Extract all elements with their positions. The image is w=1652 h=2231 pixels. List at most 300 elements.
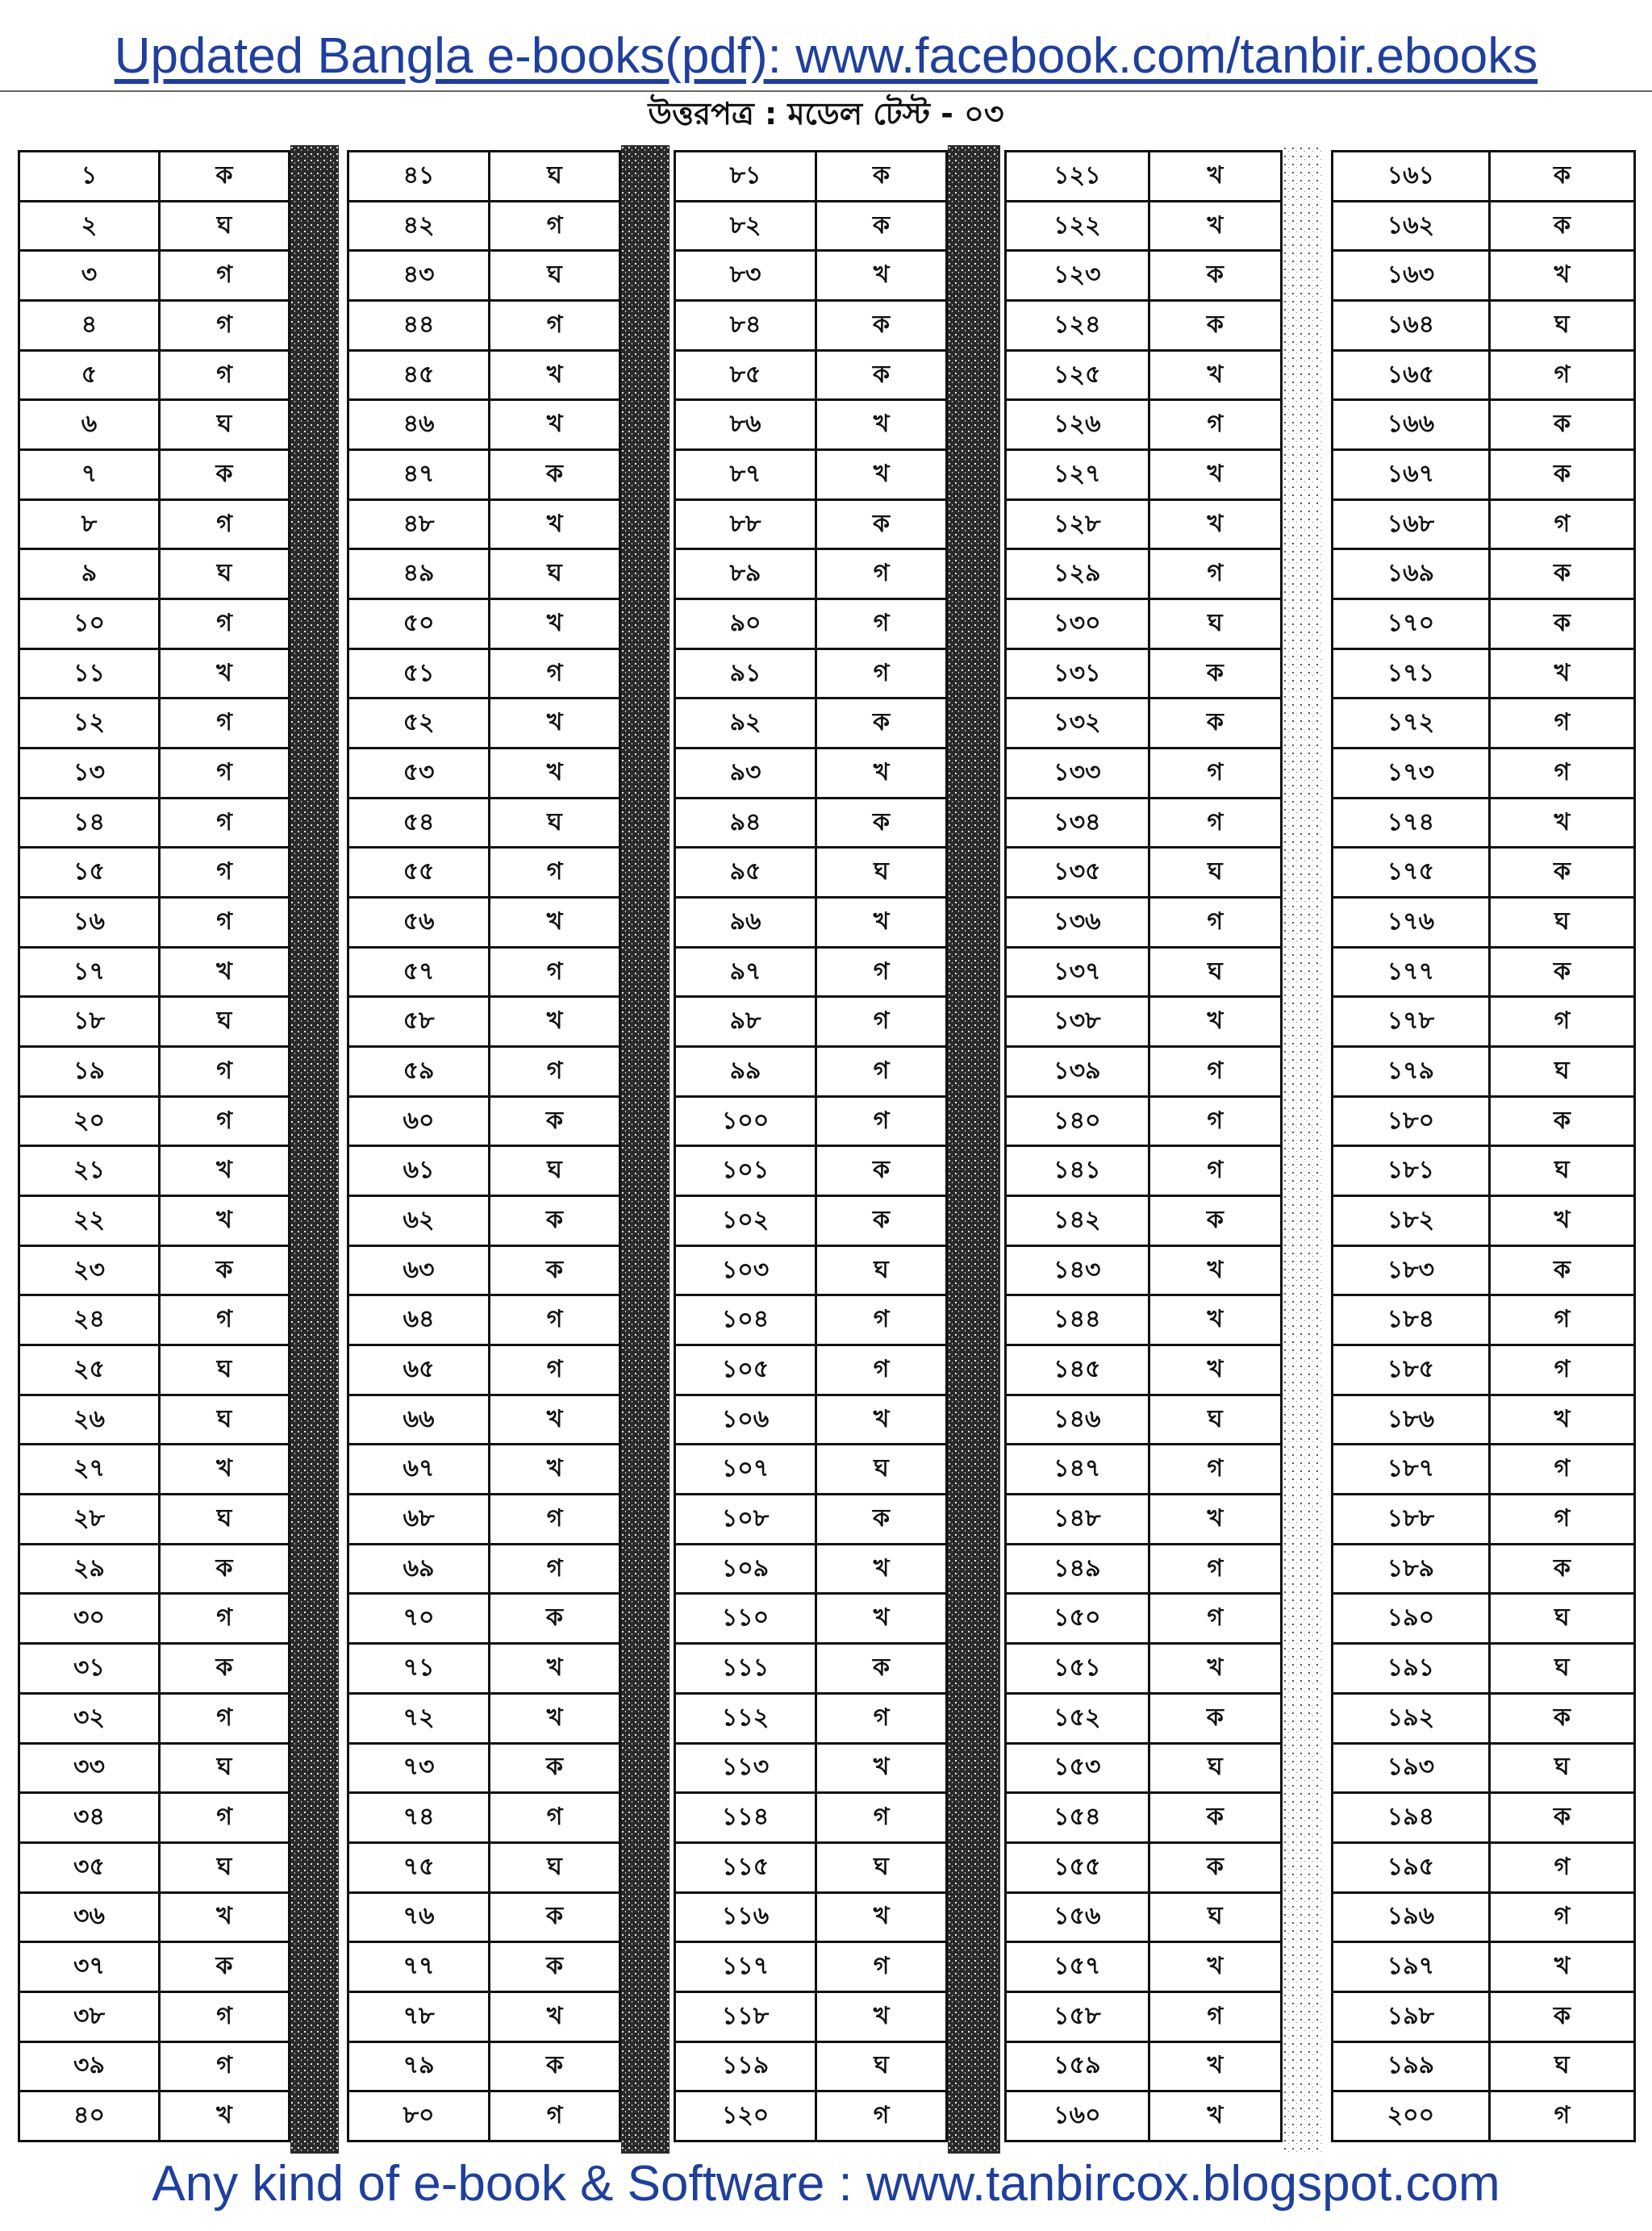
table-row — [675, 648, 947, 698]
answer-letter: ঘ — [160, 1743, 290, 1793]
table-row — [19, 499, 290, 549]
question-number: ৪২ — [348, 201, 490, 251]
table-row — [1006, 1196, 1282, 1246]
question-number: ১৪২ — [1006, 1196, 1149, 1246]
answer-letter: খ — [1489, 1196, 1634, 1246]
answer-letter: গ — [816, 1693, 947, 1743]
table-row — [19, 1295, 290, 1345]
table-row — [1333, 1793, 1635, 1843]
answer-letter: ক — [490, 1743, 620, 1793]
answer-letter: ঘ — [1489, 2041, 1634, 2091]
answer-letter: খ — [1149, 350, 1281, 400]
table-row — [19, 898, 290, 948]
table-row — [19, 947, 290, 997]
question-number: ১০৩ — [675, 1245, 816, 1295]
table-row — [1006, 1445, 1282, 1495]
table-row — [348, 1892, 620, 1942]
answer-letter: ঘ — [816, 2041, 947, 2091]
answer-letter: গ — [1489, 350, 1634, 400]
table-row — [1333, 1842, 1635, 1892]
answer-letter: গ — [1149, 549, 1281, 599]
table-row — [675, 301, 947, 351]
question-number: ১১৩ — [675, 1743, 816, 1793]
question-number: ৯৮ — [675, 997, 816, 1047]
question-number: ১৩ — [19, 749, 160, 799]
answer-letter: ঘ — [160, 1345, 290, 1395]
table-row — [348, 749, 620, 799]
table-row — [1006, 400, 1282, 450]
answer-letter: গ — [816, 1942, 947, 1992]
table-row — [348, 1793, 620, 1843]
table-row — [675, 1295, 947, 1345]
question-number: ১৩২ — [1006, 698, 1149, 749]
answer-letter: ক — [1489, 947, 1634, 997]
question-number: ৩২ — [19, 1693, 160, 1743]
answer-letter: গ — [816, 1096, 947, 1146]
question-number: ৩১ — [19, 1644, 160, 1694]
table-row — [19, 400, 290, 450]
question-number: ১০০ — [675, 1096, 816, 1146]
question-number: ১৬১ — [1333, 152, 1490, 202]
answer-letter: ক — [160, 152, 290, 202]
answer-letter: গ — [1149, 1991, 1281, 2041]
answer-letter: ক — [160, 1245, 290, 1295]
answer-letter: ক — [816, 1196, 947, 1246]
question-number: ১১৮ — [675, 1991, 816, 2041]
table-row — [1333, 798, 1635, 848]
table-row — [1006, 749, 1282, 799]
answer-letter: খ — [490, 499, 620, 549]
question-number: ১২১ — [1006, 152, 1149, 202]
answer-letter: ঘ — [1489, 1644, 1634, 1694]
question-number: ২৬ — [19, 1395, 160, 1445]
question-number: ১৫৫ — [1006, 1842, 1149, 1892]
question-number: ১ — [19, 152, 160, 202]
answer-letter: ক — [1489, 201, 1634, 251]
question-number: ১৫২ — [1006, 1693, 1149, 1743]
question-number: ৫৫ — [348, 848, 490, 898]
table-row — [19, 1892, 290, 1942]
table-row — [675, 1196, 947, 1246]
table-row — [19, 1842, 290, 1892]
table-row — [19, 1793, 290, 1843]
question-number: ২৮ — [19, 1495, 160, 1545]
answer-letter: গ — [816, 1047, 947, 1097]
table-row — [1333, 1495, 1635, 1545]
answer-letter: খ — [1149, 1345, 1281, 1395]
table-row — [19, 1991, 290, 2041]
question-number: ৭০ — [348, 1594, 490, 1644]
answer-letter: খ — [1149, 499, 1281, 549]
question-number: ১৫৯ — [1006, 2041, 1149, 2091]
answer-letter: গ — [160, 848, 290, 898]
question-number: ১৭৭ — [1333, 947, 1490, 997]
question-number: ১৯৪ — [1333, 1793, 1490, 1843]
question-number: ৫৮ — [348, 997, 490, 1047]
answer-letter: গ — [816, 648, 947, 698]
table-row — [19, 698, 290, 749]
answer-letter: ঘ — [1149, 1892, 1281, 1942]
table-row — [675, 1594, 947, 1644]
question-number: ২০ — [19, 1096, 160, 1146]
table-row — [348, 1395, 620, 1445]
answer-letter: গ — [1489, 698, 1634, 749]
table-row — [1006, 1991, 1282, 2041]
question-number: ১৪৮ — [1006, 1495, 1149, 1545]
question-number: ৩ — [19, 251, 160, 301]
answer-letter: খ — [490, 1693, 620, 1743]
answer-letter: ঘ — [490, 152, 620, 202]
answer-letter: ক — [1489, 1693, 1634, 1743]
answer-letter: ঘ — [490, 251, 620, 301]
answer-letter: খ — [490, 898, 620, 948]
answer-letter: খ — [1489, 1395, 1634, 1445]
question-number: ১৩১ — [1006, 648, 1149, 698]
answer-letter: গ — [160, 499, 290, 549]
table-row — [1006, 301, 1282, 351]
answer-letter: ঘ — [160, 1395, 290, 1445]
question-number: ৩৫ — [19, 1842, 160, 1892]
table-row — [1333, 1395, 1635, 1445]
table-row — [1333, 499, 1635, 549]
table-row — [348, 1842, 620, 1892]
table-row — [675, 1693, 947, 1743]
question-number: ৮৯ — [675, 549, 816, 599]
table-row — [1333, 947, 1635, 997]
table-row — [1006, 1047, 1282, 1097]
question-number: ১৯৯ — [1333, 2041, 1490, 2091]
header-link[interactable]: Updated Bangla e-books(pdf): www.facebook.com/tanbir.ebooks — [114, 28, 1538, 84]
answer-letter: ঘ — [1489, 1594, 1634, 1644]
question-number: ৫৭ — [348, 947, 490, 997]
table-row — [19, 251, 290, 301]
question-number: ১৩৩ — [1006, 749, 1149, 799]
answer-letter: ক — [1489, 848, 1634, 898]
table-row — [675, 1345, 947, 1395]
answer-letter: ক — [160, 1644, 290, 1694]
answer-letter: খ — [490, 698, 620, 749]
table-row — [1006, 947, 1282, 997]
answer-letter: গ — [1149, 1096, 1281, 1146]
answer-letter: গ — [160, 1096, 290, 1146]
answer-letter: গ — [816, 599, 947, 649]
table-row — [1006, 997, 1282, 1047]
answer-letter: ক — [816, 350, 947, 400]
question-number: ১৪৪ — [1006, 1295, 1149, 1345]
table-row — [1006, 1245, 1282, 1295]
answer-table — [674, 150, 948, 2142]
question-number: ১৫৮ — [1006, 1991, 1149, 2041]
table-row — [675, 549, 947, 599]
question-number: ১৩৪ — [1006, 798, 1149, 848]
answer-letter: খ — [160, 2091, 290, 2141]
answer-letter: গ — [160, 1991, 290, 2041]
table-row — [19, 1196, 290, 1246]
answer-letter: ক — [816, 798, 947, 848]
answer-letter: ক — [490, 1892, 620, 1942]
question-number: ১১১ — [675, 1644, 816, 1694]
table-row — [1006, 1295, 1282, 1345]
table-row — [1333, 1743, 1635, 1793]
question-number: ১৮১ — [1333, 1146, 1490, 1196]
question-number: ৪৮ — [348, 499, 490, 549]
answer-letter: খ — [816, 1594, 947, 1644]
answer-letter: খ — [490, 1991, 620, 2041]
table-row — [1333, 1196, 1635, 1246]
answer-letter: গ — [490, 1295, 620, 1345]
answer-table — [18, 150, 290, 2142]
answer-letter: গ — [160, 599, 290, 649]
answer-letter: গ — [160, 350, 290, 400]
table-row — [675, 1146, 947, 1196]
table-row — [19, 1942, 290, 1992]
table-row — [1333, 1245, 1635, 1295]
table-row — [348, 201, 620, 251]
question-number: ৩৭ — [19, 1942, 160, 1992]
table-row — [348, 1743, 620, 1793]
table-row — [348, 350, 620, 400]
table-row — [19, 1345, 290, 1395]
answer-letter: ঘ — [490, 549, 620, 599]
answer-letter: খ — [816, 1743, 947, 1793]
answer-letter: খ — [490, 599, 620, 649]
table-row — [348, 1196, 620, 1246]
answer-letter: ক — [490, 450, 620, 500]
answer-letter: গ — [490, 1793, 620, 1843]
answer-group-2 — [347, 150, 621, 2142]
answer-letter: গ — [160, 1047, 290, 1097]
question-number: ৪ — [19, 301, 160, 351]
answer-letter: খ — [160, 1445, 290, 1495]
answer-letter: গ — [1149, 1146, 1281, 1196]
question-number: ১৭ — [19, 947, 160, 997]
table-row — [348, 1146, 620, 1196]
answer-letter: খ — [490, 997, 620, 1047]
table-row — [348, 997, 620, 1047]
question-number: ১০৯ — [675, 1544, 816, 1594]
table-row — [675, 848, 947, 898]
question-number: ১৪১ — [1006, 1146, 1149, 1196]
answer-letter: খ — [816, 1991, 947, 2041]
question-number: ১৭২ — [1333, 698, 1490, 749]
table-row — [348, 1345, 620, 1395]
answer-letter: গ — [816, 947, 947, 997]
table-row — [1006, 499, 1282, 549]
answer-letter: ক — [1149, 1842, 1281, 1892]
table-row — [675, 400, 947, 450]
table-row — [19, 848, 290, 898]
table-row — [675, 350, 947, 400]
question-number: ১৩৬ — [1006, 898, 1149, 948]
answer-letter: ঘ — [160, 549, 290, 599]
answer-letter: ঘ — [490, 1842, 620, 1892]
answer-letter: গ — [490, 947, 620, 997]
answer-letter: খ — [816, 1544, 947, 1594]
question-number: ১০৭ — [675, 1445, 816, 1495]
question-number: ৪৫ — [348, 350, 490, 400]
question-number: ১০২ — [675, 1196, 816, 1246]
question-number: ৬৮ — [348, 1495, 490, 1545]
answer-letter: খ — [1149, 1942, 1281, 1992]
answer-letter: গ — [490, 1495, 620, 1545]
answer-letter: ক — [816, 1495, 947, 1545]
table-row — [1006, 350, 1282, 400]
answer-group-4 — [1004, 150, 1283, 2142]
answer-letter: ঘ — [160, 1495, 290, 1545]
table-row — [675, 599, 947, 649]
table-row — [1006, 1892, 1282, 1942]
table-row — [19, 1693, 290, 1743]
table-row — [348, 1245, 620, 1295]
answer-letter: ঘ — [1489, 1146, 1634, 1196]
table-row — [675, 1743, 947, 1793]
table-row — [19, 1495, 290, 1545]
question-number: ১৮৪ — [1333, 1295, 1490, 1345]
answer-letter: গ — [1489, 997, 1634, 1047]
table-row — [19, 648, 290, 698]
question-number: ১৫৬ — [1006, 1892, 1149, 1942]
table-row — [19, 1245, 290, 1295]
question-number: ১১৬ — [675, 1892, 816, 1942]
question-number: ৯৯ — [675, 1047, 816, 1097]
table-row — [348, 2041, 620, 2091]
answer-letter: ক — [1149, 648, 1281, 698]
answer-letter: ঘ — [490, 798, 620, 848]
question-number: ১৪৯ — [1006, 1544, 1149, 1594]
question-number: ৭৫ — [348, 1842, 490, 1892]
question-number: ১৮৬ — [1333, 1395, 1490, 1445]
answer-letter: খ — [1489, 251, 1634, 301]
answer-letter: ক — [816, 301, 947, 351]
answer-letter: ঘ — [816, 1842, 947, 1892]
table-row — [1333, 1693, 1635, 1743]
table-row — [1333, 648, 1635, 698]
answer-letter: ক — [490, 1096, 620, 1146]
answer-letter: ক — [816, 499, 947, 549]
question-number: ১৪৬ — [1006, 1395, 1149, 1445]
question-number: ৮১ — [675, 152, 816, 202]
question-number: ১২৭ — [1006, 450, 1149, 500]
question-number: ৬৯ — [348, 1544, 490, 1594]
answer-letter: ক — [1489, 1096, 1634, 1146]
question-number: ৪৪ — [348, 301, 490, 351]
question-number: ১১০ — [675, 1594, 816, 1644]
question-number: ৫১ — [348, 648, 490, 698]
question-number: ১৪ — [19, 798, 160, 848]
answer-letter: খ — [160, 648, 290, 698]
answer-letter: খ — [1149, 1245, 1281, 1295]
answer-letter: ক — [1489, 599, 1634, 649]
table-row — [348, 798, 620, 848]
table-row — [1333, 549, 1635, 599]
answer-letter: খ — [490, 749, 620, 799]
answer-letter: ক — [1149, 251, 1281, 301]
table-row — [348, 1047, 620, 1097]
answer-letter: খ — [1489, 798, 1634, 848]
answer-letter: গ — [816, 1345, 947, 1395]
answer-letter: গ — [490, 1345, 620, 1395]
question-number: ৫৪ — [348, 798, 490, 848]
question-number: ১০৫ — [675, 1345, 816, 1395]
question-number: ১১৭ — [675, 1942, 816, 1992]
question-number: ১৭৬ — [1333, 898, 1490, 948]
answer-letter: ক — [160, 1942, 290, 1992]
answer-letter: ঘ — [816, 848, 947, 898]
table-row — [348, 947, 620, 997]
table-row — [675, 2041, 947, 2091]
question-number: ৩৯ — [19, 2041, 160, 2091]
table-row — [1006, 1942, 1282, 1992]
table-row — [1006, 698, 1282, 749]
table-row — [1333, 1892, 1635, 1942]
question-number: ১১৪ — [675, 1793, 816, 1843]
answer-letter: ঘ — [160, 201, 290, 251]
answer-letter: গ — [1489, 1892, 1634, 1942]
question-number: ১৩০ — [1006, 599, 1149, 649]
answer-letter: গ — [160, 1693, 290, 1743]
table-row — [675, 1991, 947, 2041]
question-number: ২৩ — [19, 1245, 160, 1295]
table-row — [19, 997, 290, 1047]
table-row — [1006, 1842, 1282, 1892]
answer-letter: খ — [816, 251, 947, 301]
answer-letter: খ — [1149, 2091, 1281, 2141]
question-number: ১৯৬ — [1333, 1892, 1490, 1942]
table-row — [19, 1445, 290, 1495]
question-number: ১৪৭ — [1006, 1445, 1149, 1495]
answer-letter: খ — [816, 400, 947, 450]
answer-letter: গ — [1489, 1345, 1634, 1395]
question-number: ৬৫ — [348, 1345, 490, 1395]
table-row — [348, 152, 620, 202]
table-row — [675, 997, 947, 1047]
table-row — [675, 251, 947, 301]
table-row — [1333, 1096, 1635, 1146]
question-number: ৮৪ — [675, 301, 816, 351]
question-number: ১০৬ — [675, 1395, 816, 1445]
table-row — [19, 1047, 290, 1097]
footer-link[interactable]: Any kind of e-book & Software : www.tanbircox.blogspot.com — [152, 2156, 1500, 2212]
table-row — [675, 499, 947, 549]
answer-letter: খ — [1149, 201, 1281, 251]
question-number: ১০১ — [675, 1146, 816, 1196]
table-row — [675, 1544, 947, 1594]
question-number: ৭৪ — [348, 1793, 490, 1843]
answer-letter: ক — [1489, 450, 1634, 500]
answer-letter: ক — [1149, 1693, 1281, 1743]
table-row — [675, 898, 947, 948]
question-number: ৬ — [19, 400, 160, 450]
question-number: ৪৯ — [348, 549, 490, 599]
table-row — [1006, 251, 1282, 301]
question-number: ১৯৭ — [1333, 1942, 1490, 1992]
question-number: ৭৬ — [348, 1892, 490, 1942]
table-row — [19, 201, 290, 251]
answer-letter: গ — [160, 1295, 290, 1345]
table-row — [1333, 898, 1635, 948]
answer-table — [347, 150, 621, 2142]
answer-letter: গ — [1489, 499, 1634, 549]
answer-letter: ক — [1149, 1196, 1281, 1246]
answer-letter: খ — [1149, 1644, 1281, 1694]
question-number: ৮ — [19, 499, 160, 549]
table-row — [348, 1445, 620, 1495]
question-number: ১০৮ — [675, 1495, 816, 1545]
answer-group-1 — [18, 150, 290, 2142]
table-row — [675, 749, 947, 799]
table-row — [348, 1693, 620, 1743]
answer-letter: গ — [1489, 1445, 1634, 1495]
